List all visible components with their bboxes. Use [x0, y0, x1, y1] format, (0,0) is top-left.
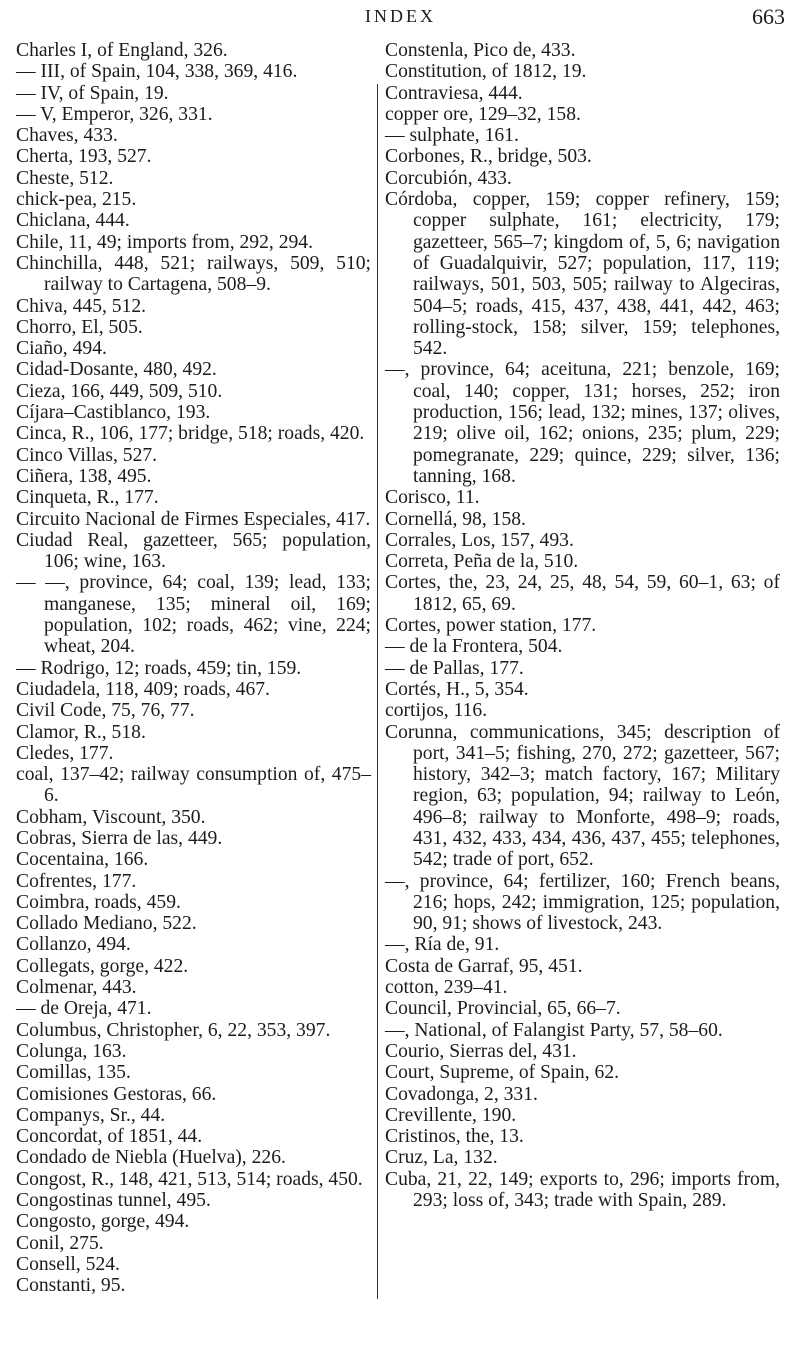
index-entry: Conil, 275. — [16, 1232, 104, 1254]
index-entry: Chinchilla, 448, 521; railways, 509, 510; railway to Cartagena, 508–9. — [16, 252, 371, 296]
index-entry: Cofrentes, 177. — [16, 870, 137, 892]
index-entry: Cocentaina, 166. — [16, 849, 149, 871]
page-header — [0, 0, 801, 40]
index-entry: —, province, 64; fertilizer, 160; French beans, 216; hops, 242; immigration, 125; population, 90, 91; shows of livestock, 243. — [385, 870, 780, 935]
index-entry: Córdoba, copper, 159; copper refinery, 159; copper sulphate, 161; electricity, 179; gazetteer, 565–7; kingdom of, 5, 6; navigation of Guadalquivir, 527; population, 117, 119; railways, 501, 503, 505; railway to Algeciras, 504–5; roads, 415, 437, 438, 441, 442, 463; rolling-stock, 158; silver, 159; telephones, 542. — [385, 189, 780, 360]
index-entry: Comillas, 135. — [16, 1062, 131, 1084]
index-entry: Ciñera, 138, 495. — [16, 465, 152, 487]
index-entry: Comisiones Gestoras, 66. — [16, 1083, 217, 1105]
index-entry: — de Pallas, 177. — [385, 657, 524, 679]
index-entry: Coimbra, roads, 459. — [16, 891, 181, 913]
index-entry: chick-pea, 215. — [16, 189, 137, 211]
index-entry: Ciudad Real, gazetteer, 565; population, 106; wine, 163. — [16, 529, 371, 573]
index-entry: Cherta, 193, 527. — [16, 146, 152, 168]
index-entry: Charles I, of England, 326. — [16, 40, 228, 61]
index-entry: Court, Supreme, of Spain, 62. — [385, 1062, 620, 1084]
index-entry: Cobras, Sierra de las, 449. — [16, 827, 223, 849]
index-entry: Colmenar, 443. — [16, 977, 137, 999]
index-entry: cortijos, 116. — [385, 700, 488, 722]
index-entry: Ciudadela, 118, 409; roads, 467. — [16, 678, 270, 700]
index-entry: Chiclana, 444. — [16, 210, 130, 232]
index-entry: Corrales, Los, 157, 493. — [385, 529, 574, 551]
index-entry: Cuba, 21, 22, 149; exports to, 296; imports from, 293; loss of, 343; trade with Spain, 289. — [385, 1168, 780, 1212]
index-entry: Corcubión, 433. — [385, 167, 512, 189]
page-number: 663 — [752, 4, 785, 29]
index-entry: Consell, 524. — [16, 1253, 120, 1275]
index-entry: Corisco, 11. — [385, 487, 480, 509]
index-entry: Ciaño, 494. — [16, 338, 107, 360]
index-entry: Cieza, 166, 449, 509, 510. — [16, 380, 223, 402]
index-entry: Cledes, 177. — [16, 742, 114, 764]
index-entry: Condado de Niebla (Huelva), 226. — [16, 1147, 286, 1169]
running-title: INDEX — [365, 6, 436, 26]
index-entry: Crevillente, 190. — [385, 1104, 517, 1126]
index-entry: Chaves, 433. — [16, 125, 118, 147]
index-entry: — IV, of Spain, 19. — [16, 82, 169, 104]
index-entry: Chiva, 445, 512. — [16, 295, 147, 317]
index-entry: Clamor, R., 518. — [16, 721, 146, 743]
index-entry: Covadonga, 2, 331. — [385, 1083, 538, 1105]
index-entry: copper ore, 129–32, 158. — [385, 103, 581, 125]
index-entry: —, National, of Falangist Party, 57, 58–60. — [385, 1019, 723, 1041]
index-entry: Constitution, of 1812, 19. — [385, 61, 587, 83]
index-entry: coal, 137–42; railway consumption of, 475–6. — [16, 764, 371, 807]
index-entry: Cobham, Viscount, 350. — [16, 806, 206, 828]
index-entry: Cortés, H., 5, 354. — [385, 678, 529, 700]
index-entry: Council, Provincial, 65, 66–7. — [385, 998, 621, 1020]
index-entry: — III, of Spain, 104, 338, 369, 416. — [16, 61, 298, 83]
index-entry: Cinqueta, R., 177. — [16, 487, 159, 509]
index-entry: Cruz, La, 132. — [385, 1147, 498, 1169]
index-entry: Cinco Villas, 527. — [16, 444, 158, 466]
index-entry: Civil Code, 75, 76, 77. — [16, 700, 195, 722]
index-entry: Cortes, power station, 177. — [385, 615, 597, 637]
index-entry: Congosto, gorge, 494. — [16, 1211, 190, 1233]
index-entry: Circuito Nacional de Firmes Especiales, 417. — [16, 508, 371, 530]
index-entry: Collanzo, 494. — [16, 934, 131, 956]
index-entry: Congost, R., 148, 421, 513, 514; roads, 450. — [16, 1168, 363, 1190]
index-entry: Cíjara–Castiblanco, 193. — [16, 402, 211, 424]
index-entry: — Rodrigo, 12; roads, 459; tin, 159. — [16, 657, 302, 679]
index-entry: Columbus, Christopher, 6, 22, 353, 397. — [16, 1019, 331, 1041]
column-divider — [377, 84, 378, 1299]
index-entry: cotton, 239–41. — [385, 977, 508, 999]
index-entry: Corunna, communications, 345; description of port, 341–5; fishing, 270, 272; gazetteer, 567; history, 342–3; match factory, 167; Military region, 63; population, 94; railway to León, 496–8; railway to Monforte, 498–9; roads, 431, 432, 433, 434, 436, 437, 455; telephones, 542; trade of port, 652. — [385, 721, 780, 871]
index-entry: Cheste, 512. — [16, 167, 114, 189]
index-entry: Chorro, El, 505. — [16, 316, 143, 338]
index-entry: — de Oreja, 471. — [16, 998, 152, 1020]
index-entry: Corbones, R., bridge, 503. — [385, 146, 592, 168]
index-entry: — V, Emperor, 326, 331. — [16, 103, 213, 125]
index-column-right — [385, 40, 780, 1360]
index-entry: Concordat, of 1851, 44. — [16, 1126, 203, 1148]
index-entry: Courio, Sierras del, 431. — [385, 1040, 577, 1062]
index-column-left — [16, 40, 371, 1360]
index-entry: —, Ría de, 91. — [385, 934, 500, 956]
index-entry: — de la Frontera, 504. — [385, 636, 563, 658]
index-entry: Costa de Garraf, 95, 451. — [385, 955, 583, 977]
index-entry: Companys, Sr., 44. — [16, 1104, 166, 1126]
index-entry: Collado Mediano, 522. — [16, 913, 197, 935]
index-entry: Cidad-Dosante, 480, 492. — [16, 359, 217, 381]
index-entry: Constenla, Pico de, 433. — [385, 40, 576, 61]
index-entry: —, province, 64; aceituna, 221; benzole, 169; coal, 140; copper, 131; horses, 252; iron production, 156; lead, 132; mines, 137; olives, 219; olive oil, 162; onions, 235; plum, 229; pomegranate, 229; quince, 229; silver, 136; tanning, 168. — [385, 359, 780, 487]
index-entry: Cortes, the, 23, 24, 25, 48, 54, 59, 60–1, 63; of 1812, 65, 69. — [385, 572, 780, 615]
index-entry: Constanti, 95. — [16, 1275, 126, 1297]
index-entry: — —, province, 64; coal, 139; lead, 133; manganese, 135; mineral oil, 169; population, 102; roads, 462; vine, 224; wheat, 204. — [16, 572, 371, 658]
index-entry: Congostinas tunnel, 495. — [16, 1190, 211, 1212]
index-entry: Colunga, 163. — [16, 1040, 127, 1062]
index-entry: Cinca, R., 106, 177; bridge, 518; roads, 420. — [16, 423, 365, 445]
index-entry: Collegats, gorge, 422. — [16, 955, 189, 977]
index-entry: Chile, 11, 49; imports from, 292, 294. — [16, 231, 313, 253]
index-entry: Cornellá, 98, 158. — [385, 508, 526, 530]
index-entry: Correta, Peña de la, 510. — [385, 551, 579, 573]
index-entry: Cristinos, the, 13. — [385, 1126, 524, 1148]
index-entry: Contraviesa, 444. — [385, 82, 523, 104]
index-entry: — sulphate, 161. — [385, 125, 519, 147]
